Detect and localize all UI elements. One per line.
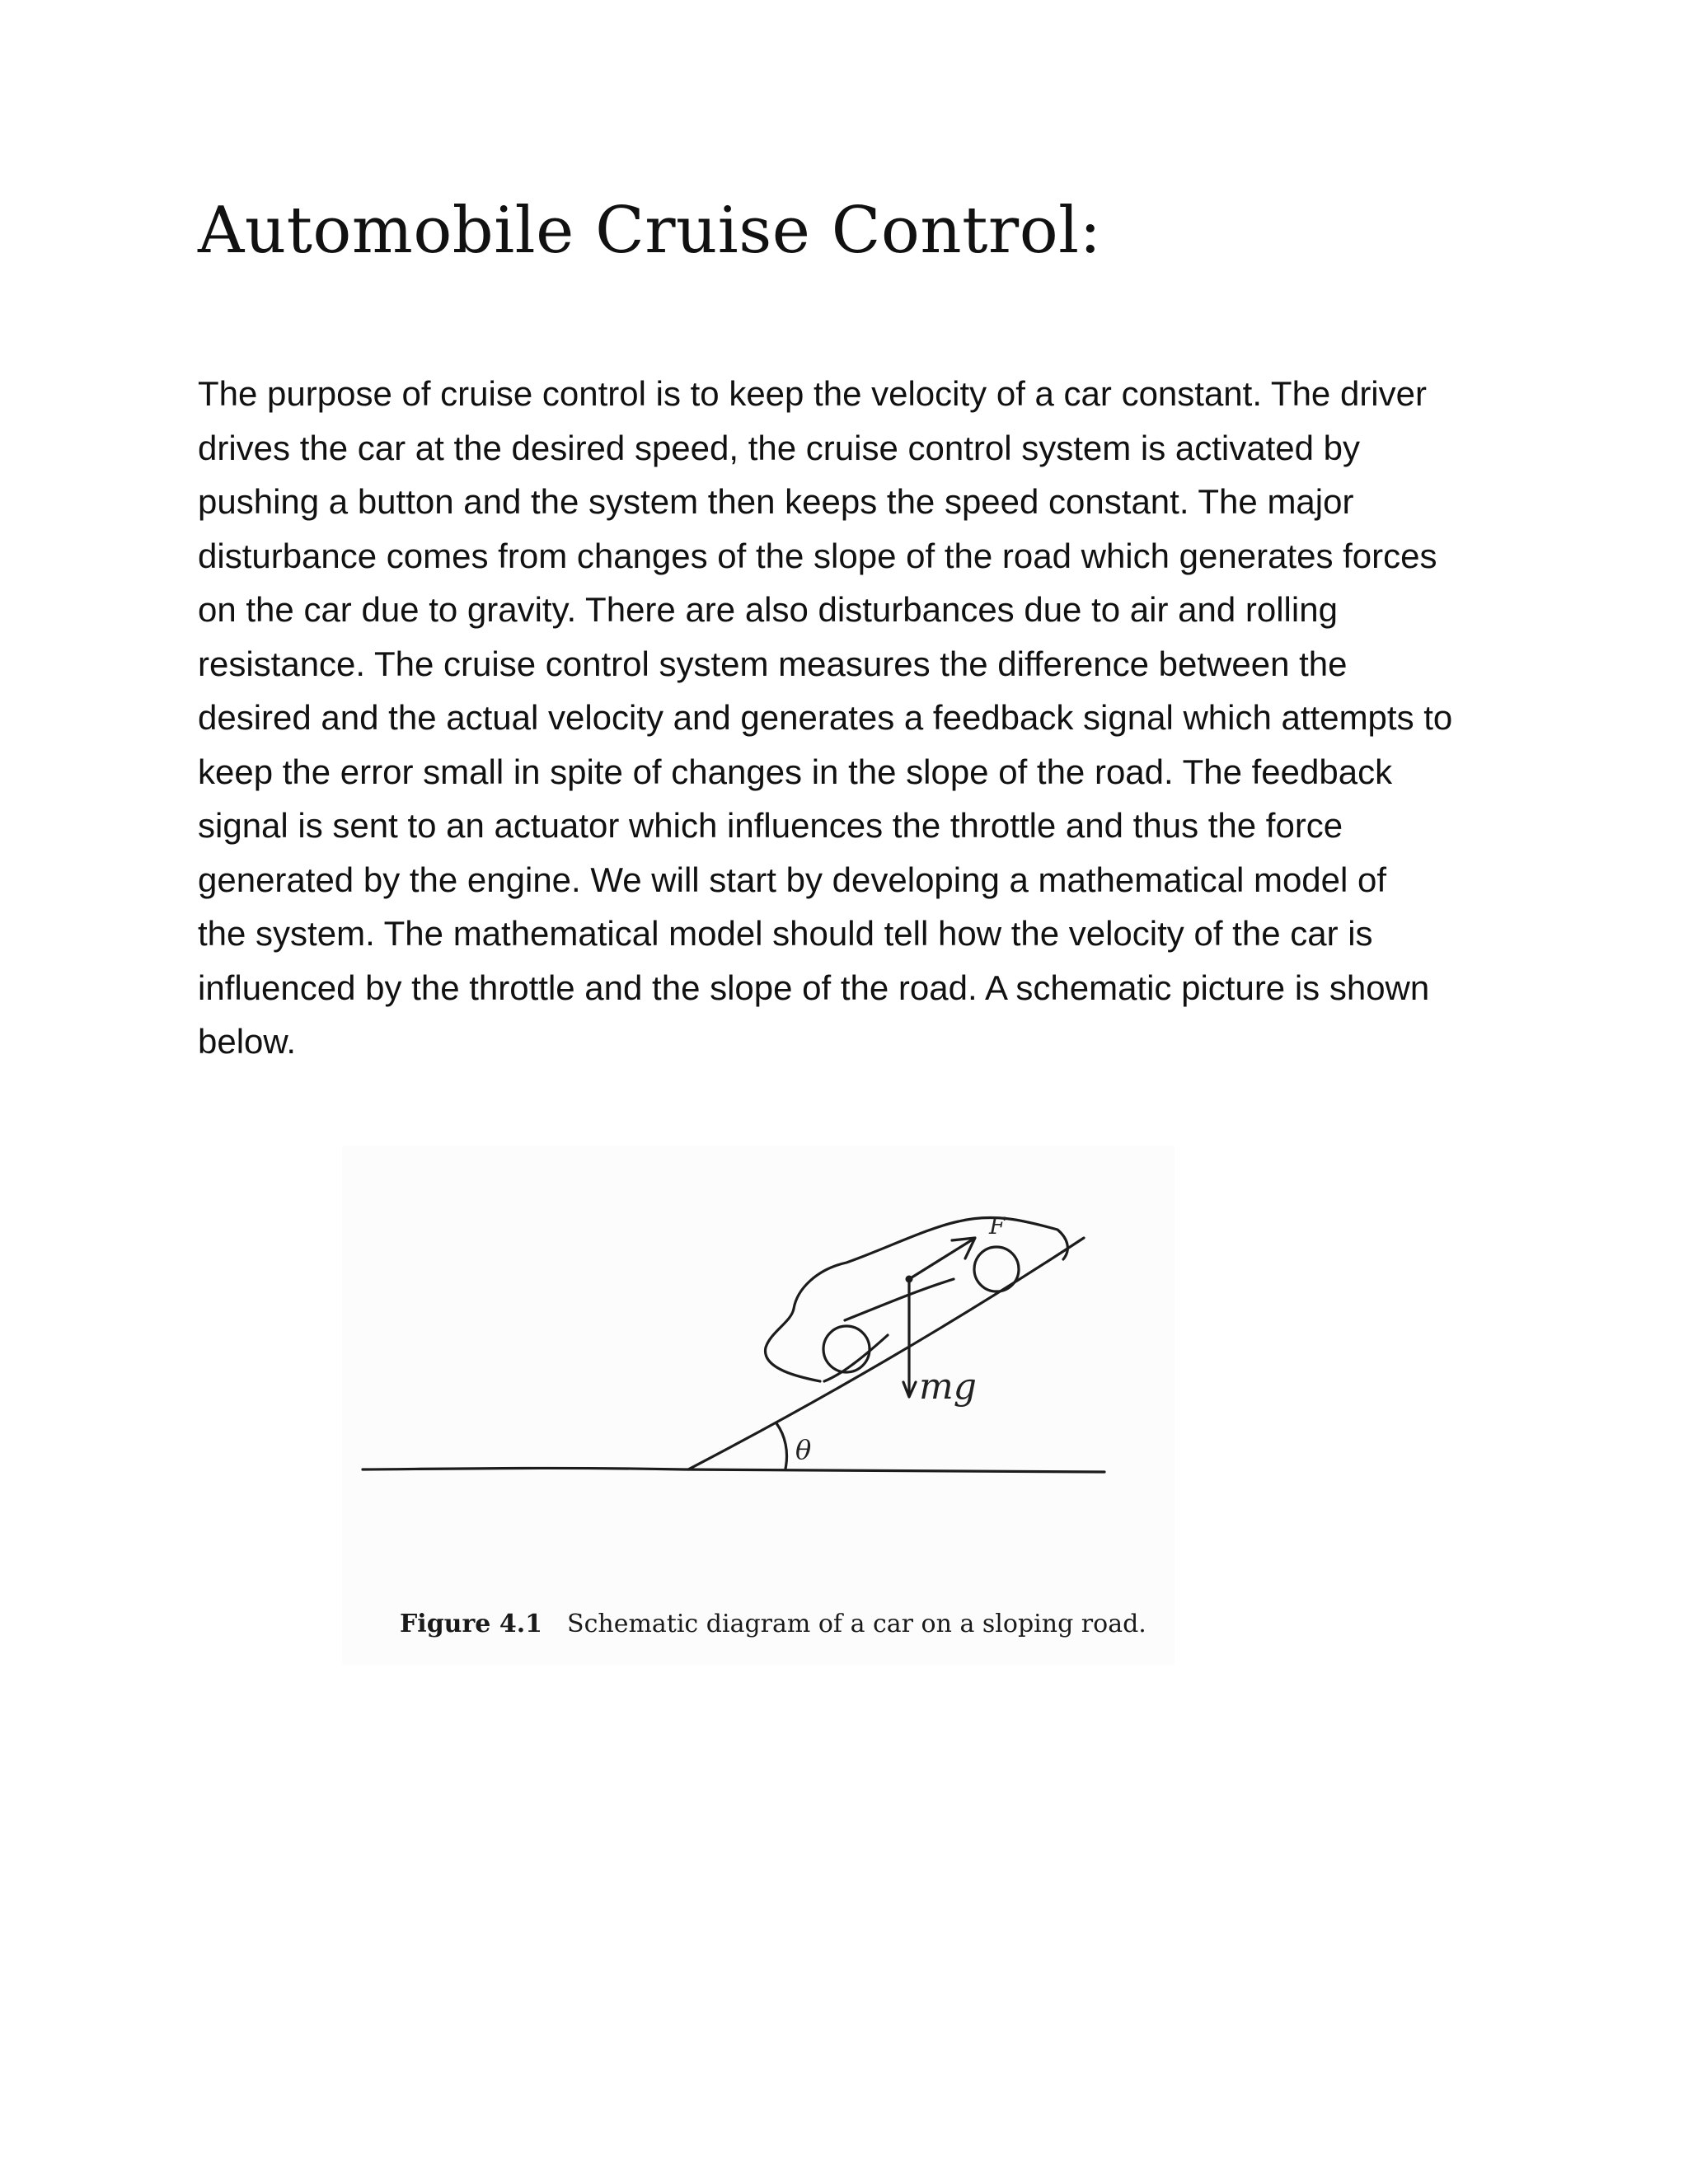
paragraph-line: pushing a button and the system then keeps the speed constant. The major (198, 482, 1354, 521)
car-inner-line (845, 1279, 954, 1320)
front-wheel (974, 1247, 1019, 1291)
sloped-road (688, 1238, 1084, 1469)
paragraph-line: The purpose of cruise control is to keep the velocity of a car constant. The driver (198, 374, 1427, 413)
weight-label: mg (919, 1366, 977, 1408)
force-arrow (909, 1240, 973, 1279)
paragraph-line: the system. The mathematical model should tell how the velocity of the car is (198, 914, 1373, 953)
paragraph-line: influenced by the throttle and the slope of the road. A schematic picture is shown (198, 968, 1430, 1007)
car-on-slope-diagram (342, 1146, 1175, 1558)
body-paragraph (198, 367, 1550, 1069)
angle-arc (776, 1423, 787, 1469)
car-underside (824, 1335, 888, 1381)
paragraph-line: generated by the engine. We will start by developing a mathematical model of (198, 860, 1387, 899)
paragraph-line: resistance. The cruise control system measures the difference between the (198, 644, 1348, 683)
paragraph-line: desired and the actual velocity and generates a feedback signal which attempts to (198, 698, 1453, 737)
figure-number: Figure 4.1 (400, 1610, 543, 1638)
figure-caption (400, 1610, 1146, 1638)
force-label: F (989, 1212, 1006, 1240)
paragraph-line: drives the car at the desired speed, the cruise control system is activated by (198, 428, 1361, 467)
car-body (766, 1217, 1068, 1381)
ground-line (363, 1468, 1104, 1472)
figure (342, 1146, 1175, 1665)
page-title: Automobile Cruise Control: (198, 194, 1102, 268)
rear-wheel (823, 1326, 870, 1372)
paragraph-line: keep the error small in spite of changes in the slope of the road. The feedback (198, 752, 1393, 791)
paragraph-line: on the car due to gravity. There are also disturbances due to air and rolling (198, 590, 1338, 629)
paragraph-line: signal is sent to an actuator which influences the throttle and thus the force (198, 806, 1343, 845)
paragraph-line: below. (198, 1022, 297, 1061)
paragraph-line: disturbance comes from changes of the slope of the road which generates forces (198, 536, 1437, 575)
figure-caption-text: Schematic diagram of a car on a sloping road. (567, 1610, 1146, 1638)
angle-label: θ (795, 1434, 812, 1465)
center-of-mass-dot (906, 1276, 913, 1283)
